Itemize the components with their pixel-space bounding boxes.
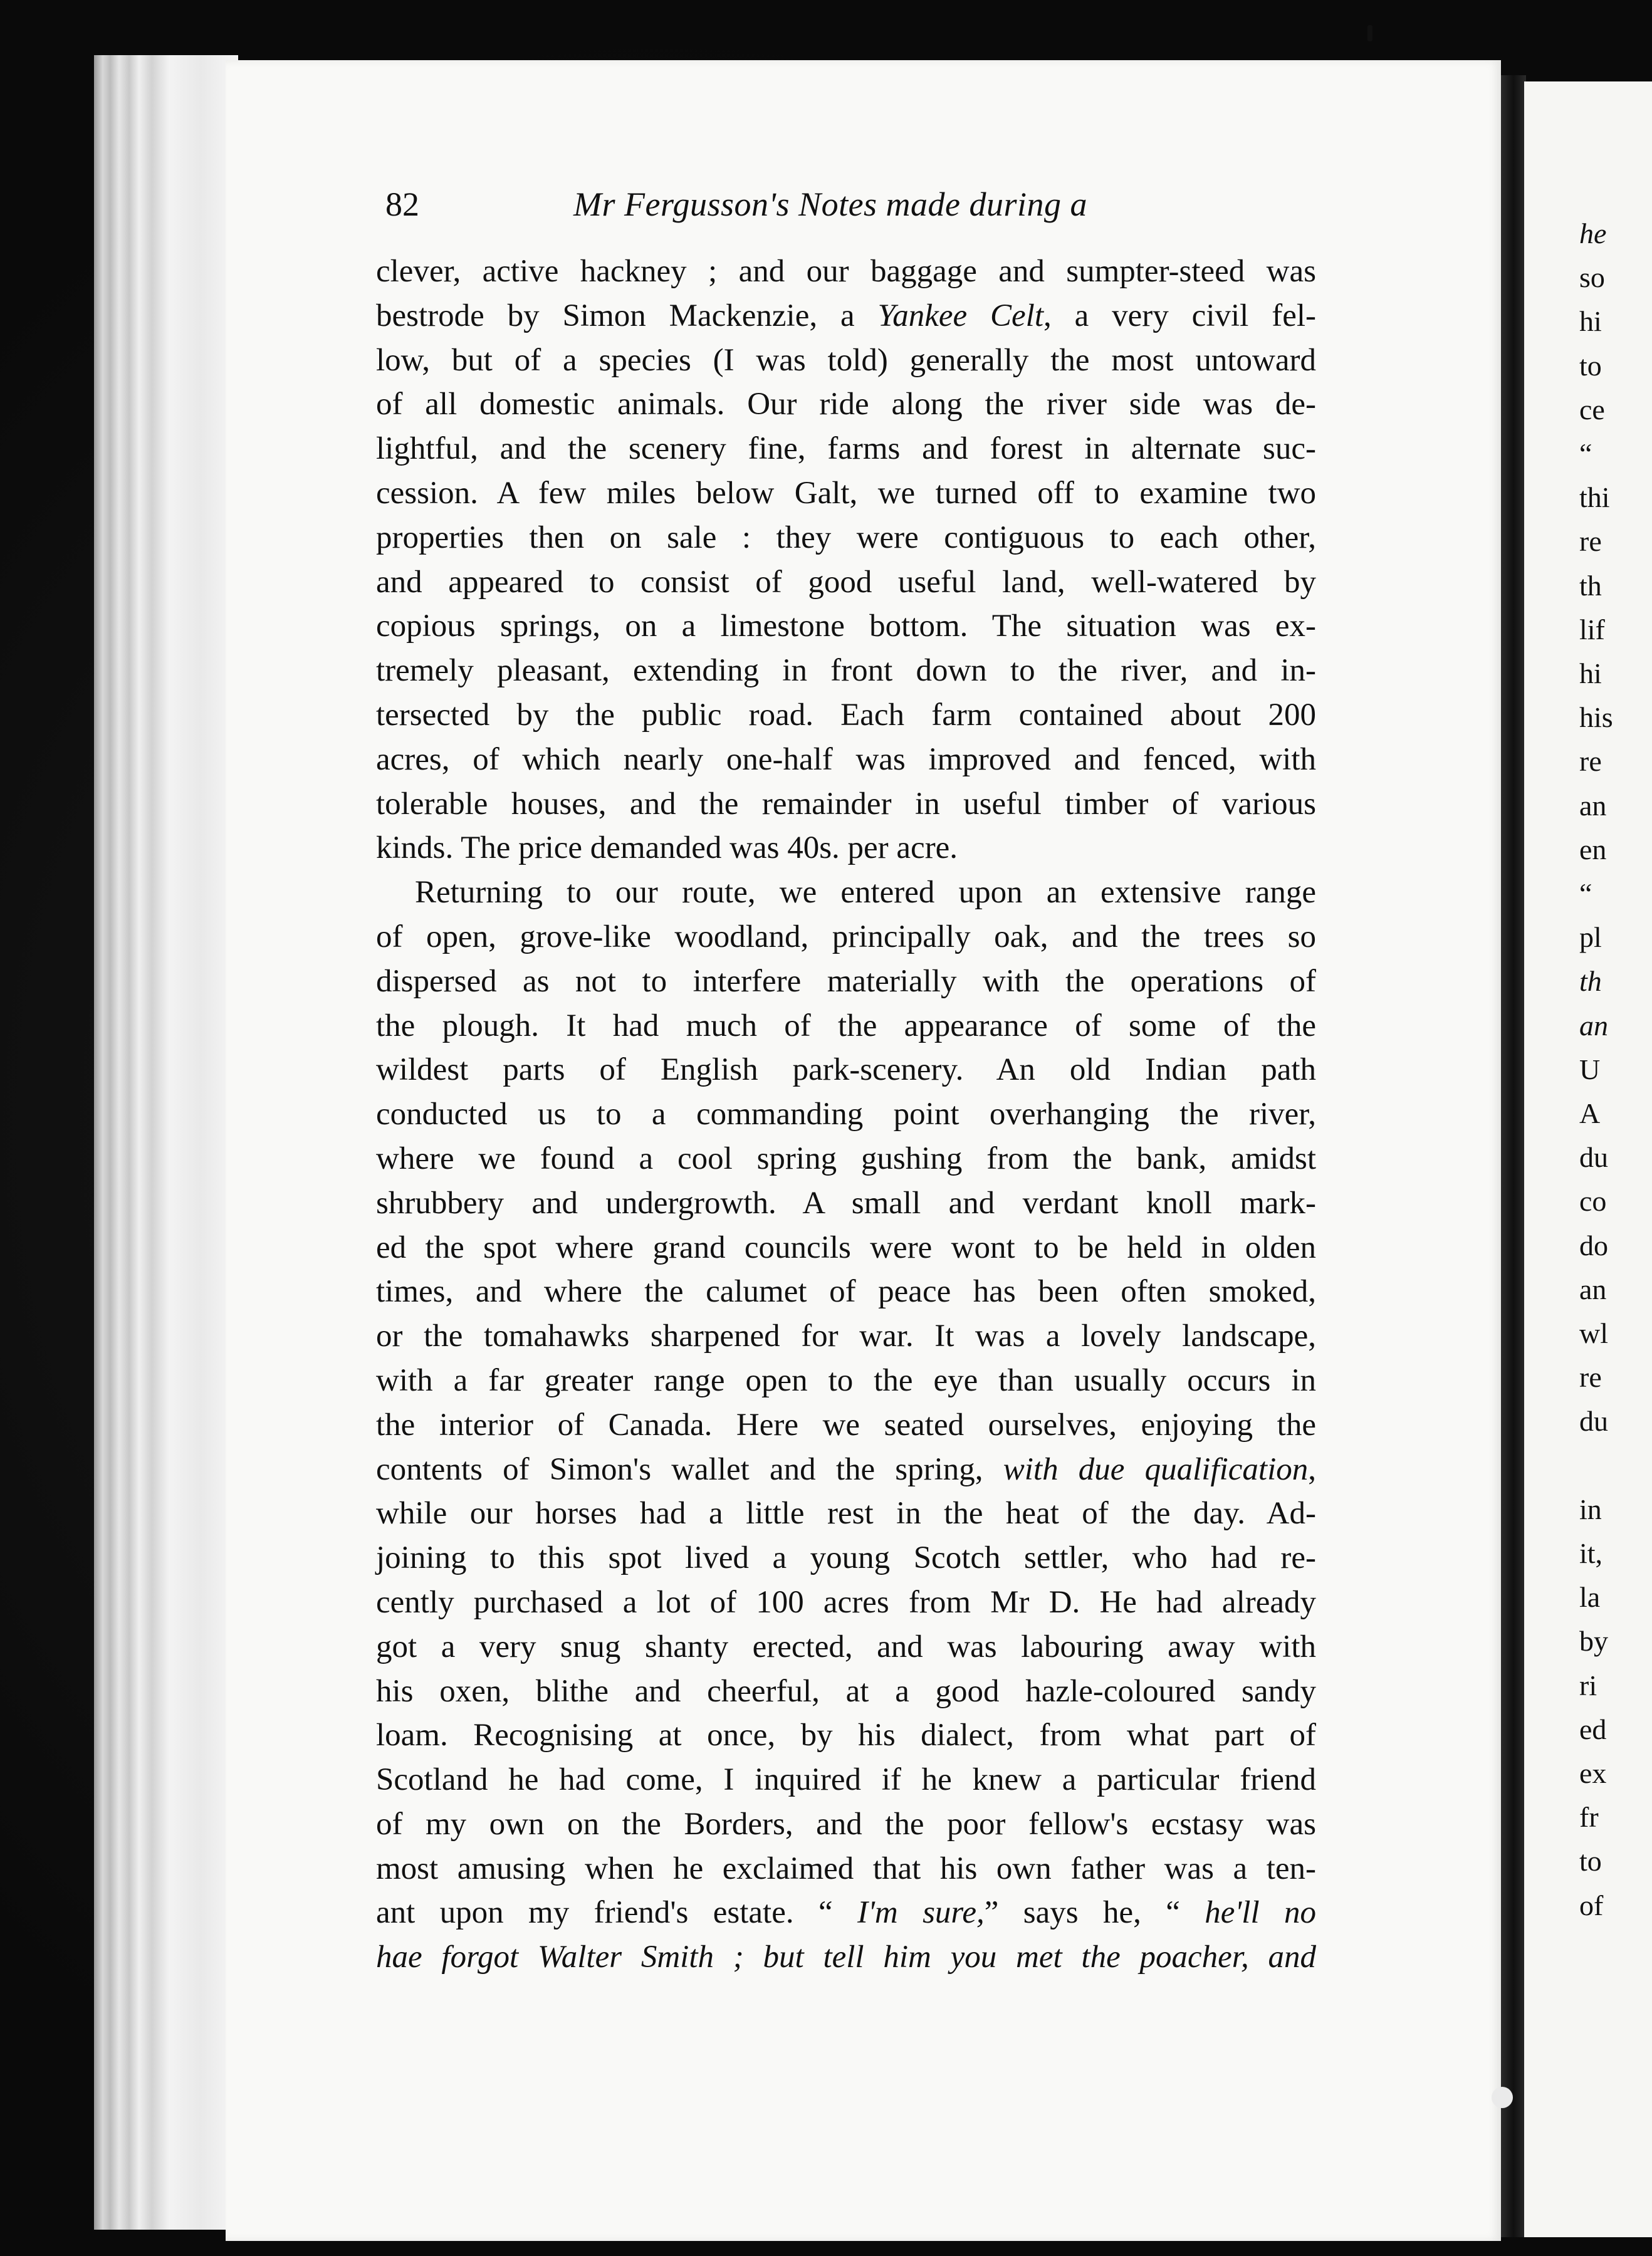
facing-page-fragment: ed xyxy=(1579,1713,1607,1745)
facing-page-fragment: he xyxy=(1579,217,1607,249)
scan-speck xyxy=(1367,25,1372,41)
facing-page-fragment: U xyxy=(1579,1053,1601,1085)
facing-page-fragment: co xyxy=(1579,1185,1607,1218)
text-line: copious springs, on a limestone bottom. The situation was ex- xyxy=(376,608,1316,644)
facing-page-fragment: re xyxy=(1579,525,1602,558)
text-line: contents of Simon's wallet and the spring, with due qualification, xyxy=(376,1451,1317,1487)
text-line: ed the spot where grand councils were wont to be held in olden xyxy=(376,1230,1316,1265)
text-line: conducted us to a commanding point overhanging the river, xyxy=(376,1097,1316,1132)
facing-page-fragment: his xyxy=(1579,701,1613,734)
text-line: got a very snug shanty erected, and was labouring away with xyxy=(376,1629,1316,1664)
text-line: of my own on the Borders, and the poor fellow's ecstasy was xyxy=(376,1806,1316,1842)
page-stack-edges xyxy=(94,55,238,2230)
text-line: where we found a cool spring gushing from the bank, amidst xyxy=(376,1141,1316,1176)
facing-page-fragment: lif xyxy=(1579,613,1605,645)
facing-page-fragment: du xyxy=(1579,1405,1608,1438)
text-line: most amusing when he exclaimed that his own father was a ten- xyxy=(376,1851,1316,1886)
text-line: or the tomahawks sharpened for war. It was a lovely landscape, xyxy=(376,1319,1316,1354)
facing-page-fragment: to xyxy=(1579,349,1602,382)
facing-page-fragment: fr xyxy=(1579,1801,1599,1834)
text-line: properties then on sale : they were contiguous to each other, xyxy=(376,520,1316,555)
text-line: of all domestic animals. Our ride along the river side was de- xyxy=(376,387,1316,422)
text-line: bestrode by Simon Mackenzie, a Yankee Celt, a very civil fel- xyxy=(376,298,1316,333)
text-line: and appeared to consist of good useful land, well-watered by xyxy=(376,564,1316,600)
facing-page-fragment: ri xyxy=(1579,1669,1597,1701)
text-line: the interior of Canada. Here we seated ourselves, enjoying the xyxy=(376,1407,1316,1443)
facing-page-fragment: by xyxy=(1579,1625,1608,1658)
facing-page-fragment: an xyxy=(1579,789,1607,822)
facing-page-fragment: “ xyxy=(1579,437,1592,469)
text-line: acres, of which nearly one-half was improved and fenced, with xyxy=(376,741,1316,777)
text-line: the plough. It had much of the appearance of some of the xyxy=(376,1008,1316,1043)
page-header xyxy=(385,185,1313,235)
facing-page-fragment: th xyxy=(1579,569,1602,602)
text-line: hae forgot Walter Smith ; but tell him you met the poacher, and xyxy=(376,1940,1316,1975)
facing-page-fragment: du xyxy=(1579,1141,1608,1174)
running-head: Mr Fergusson's Notes made during a xyxy=(573,185,1088,223)
facing-page-fragment: en xyxy=(1579,833,1607,865)
facing-page-fragment: ex xyxy=(1579,1757,1607,1789)
text-line: tersected by the public road. Each farm contained about 200 xyxy=(376,697,1316,733)
facing-page-fragment: an xyxy=(1579,1273,1607,1305)
facing-page-fragment: so xyxy=(1579,261,1605,294)
text-line: joining to this spot lived a young Scotch settler, who had re- xyxy=(376,1540,1316,1576)
body-text xyxy=(376,249,1316,1980)
text-line: wildest parts of English park-scenery. An old Indian path xyxy=(376,1052,1316,1088)
text-line: tremely pleasant, extending in front down to the river, and in- xyxy=(376,653,1316,689)
facing-page-fragment: pl xyxy=(1579,921,1602,954)
text-line: shrubbery and undergrowth. A small and verdant knoll mark- xyxy=(376,1185,1316,1221)
text-line: low, but of a species (I was told) generally the most untoward xyxy=(376,342,1316,378)
text-line: of open, grove-like woodland, principally oak, and the trees so xyxy=(376,919,1316,954)
facing-page-fragment: in xyxy=(1579,1493,1602,1525)
text-line: Scotland he had come, I inquired if he knew a particular friend xyxy=(376,1762,1316,1798)
facing-page-fragment: hi xyxy=(1579,657,1602,689)
facing-page-fragment: hi xyxy=(1579,305,1602,338)
facing-page-fragment: an xyxy=(1579,1009,1608,1042)
text-line: Returning to our route, we entered upon an extensive range xyxy=(415,875,1316,911)
text-line: ant upon my friend's estate. “ I'm sure,” says he, “ he'll no xyxy=(376,1895,1316,1931)
facing-page-fragment: re xyxy=(1579,745,1602,778)
book-gutter xyxy=(1501,75,1526,2237)
text-line: clever, active hackney ; and our baggage and sumpter-steed was xyxy=(376,254,1316,289)
text-line: while our horses had a little rest in the heat of the day. Ad- xyxy=(376,1496,1316,1532)
facing-page-fragment: wl xyxy=(1579,1317,1608,1349)
facing-page-fragment: thi xyxy=(1579,481,1610,514)
facing-page-fragment: re xyxy=(1579,1361,1602,1394)
text-line: lightful, and the scenery fine, farms and forest in alternate suc- xyxy=(376,431,1316,467)
text-line: cently purchased a lot of 100 acres from Mr D. He had already xyxy=(376,1584,1316,1620)
text-line: loam. Recognising at once, by his dialect, from what part of xyxy=(376,1718,1316,1753)
scan-speck xyxy=(1492,2087,1513,2108)
facing-page-fragment: to xyxy=(1579,1845,1602,1877)
facing-page-fragment: th xyxy=(1579,965,1602,998)
text-line: with a far greater range open to the eye than usually occurs in xyxy=(376,1362,1316,1398)
text-line: kinds. The price demanded was 40s. per acre. xyxy=(376,830,958,866)
facing-page-fragment: do xyxy=(1579,1229,1608,1261)
facing-page-fragment: of xyxy=(1579,1889,1604,1921)
text-line: his oxen, blithe and cheerful, at a good hazle-coloured sandy xyxy=(376,1673,1316,1709)
facing-page-fragment: it, xyxy=(1579,1537,1603,1569)
text-line: cession. A few miles below Galt, we turned off to examine two xyxy=(376,475,1316,511)
facing-page-fragment: A xyxy=(1579,1097,1601,1129)
facing-page-fragment: ce xyxy=(1579,393,1605,426)
facing-page-fragment: “ xyxy=(1579,877,1592,909)
text-line: tolerable houses, and the remainder in useful timber of various xyxy=(376,786,1316,822)
text-line: dispersed as not to interfere materially with the operations of xyxy=(376,963,1316,999)
text-line: times, and where the calumet of peace has been often smoked, xyxy=(376,1274,1316,1310)
facing-page-fragment: la xyxy=(1579,1581,1601,1614)
page-number: 82 xyxy=(385,185,419,223)
